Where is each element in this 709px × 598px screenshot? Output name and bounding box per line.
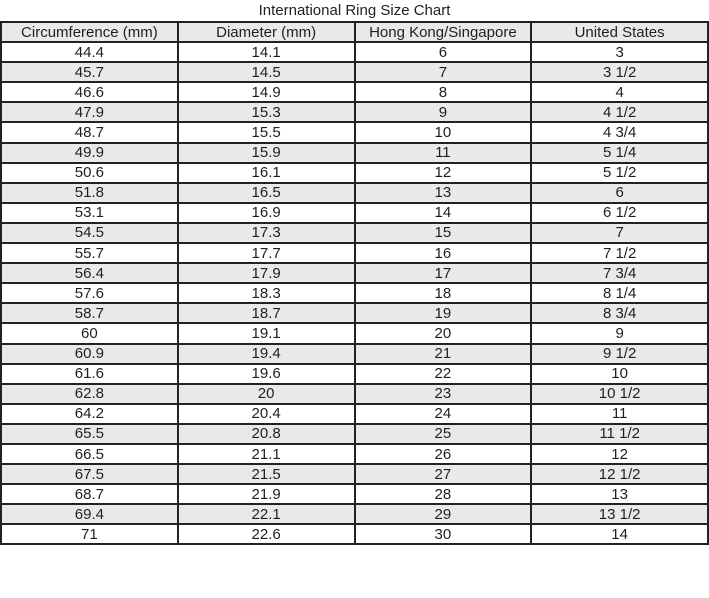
cell: 28 — [355, 484, 532, 504]
cell: 17.9 — [178, 263, 355, 283]
cell: 29 — [355, 504, 532, 524]
cell: 15.9 — [178, 143, 355, 163]
cell: 60.9 — [1, 344, 178, 364]
cell: 14 — [355, 203, 532, 223]
cell: 17 — [355, 263, 532, 283]
cell: 13 — [531, 484, 708, 504]
cell: 3 1/2 — [531, 62, 708, 82]
cell: 10 1/2 — [531, 384, 708, 404]
table-header — [1, 22, 708, 42]
cell: 64.2 — [1, 404, 178, 424]
cell: 26 — [355, 444, 532, 464]
cell: 20.8 — [178, 424, 355, 444]
table-row — [1, 203, 708, 223]
cell: 30 — [355, 524, 532, 544]
cell: 20.4 — [178, 404, 355, 424]
cell: 55.7 — [1, 243, 178, 263]
cell: 5 1/4 — [531, 143, 708, 163]
table-row — [1, 384, 708, 404]
table-row — [1, 263, 708, 283]
column-header: Circumference (mm) — [1, 22, 178, 42]
cell: 15.5 — [178, 122, 355, 142]
cell: 7 1/2 — [531, 243, 708, 263]
table-row — [1, 243, 708, 263]
cell: 7 — [355, 62, 532, 82]
cell: 14.1 — [178, 42, 355, 62]
table-row — [1, 444, 708, 464]
cell: 21.9 — [178, 484, 355, 504]
table-row — [1, 464, 708, 484]
cell: 6 1/2 — [531, 203, 708, 223]
cell: 48.7 — [1, 122, 178, 142]
cell: 49.9 — [1, 143, 178, 163]
cell: 8 1/4 — [531, 283, 708, 303]
cell: 8 3/4 — [531, 303, 708, 323]
cell: 56.4 — [1, 263, 178, 283]
cell: 54.5 — [1, 223, 178, 243]
table-row — [1, 504, 708, 524]
table-row — [1, 163, 708, 183]
table-row — [1, 62, 708, 82]
page-title: International Ring Size Chart — [258, 2, 451, 19]
table-row — [1, 303, 708, 323]
cell: 58.7 — [1, 303, 178, 323]
table-row — [1, 424, 708, 444]
cell: 14 — [531, 524, 708, 544]
cell: 9 1/2 — [531, 344, 708, 364]
header-row — [1, 22, 708, 42]
ring-size-table — [0, 21, 709, 545]
cell: 3 — [531, 42, 708, 62]
cell: 12 — [355, 163, 532, 183]
cell: 16.9 — [178, 203, 355, 223]
table-row — [1, 364, 708, 384]
cell: 13 — [355, 183, 532, 203]
cell: 11 — [531, 404, 708, 424]
cell: 21 — [355, 344, 532, 364]
cell: 65.5 — [1, 424, 178, 444]
cell: 17.7 — [178, 243, 355, 263]
cell: 16 — [355, 243, 532, 263]
cell: 12 1/2 — [531, 464, 708, 484]
cell: 57.6 — [1, 283, 178, 303]
cell: 8 — [355, 82, 532, 102]
cell: 13 1/2 — [531, 504, 708, 524]
cell: 4 3/4 — [531, 122, 708, 142]
cell: 4 1/2 — [531, 102, 708, 122]
table-body — [1, 42, 708, 544]
cell: 66.5 — [1, 444, 178, 464]
cell: 61.6 — [1, 364, 178, 384]
cell: 46.6 — [1, 82, 178, 102]
cell: 51.8 — [1, 183, 178, 203]
cell: 60 — [1, 323, 178, 343]
cell: 4 — [531, 82, 708, 102]
table-row — [1, 404, 708, 424]
cell: 12 — [531, 444, 708, 464]
cell: 14.9 — [178, 82, 355, 102]
cell: 47.9 — [1, 102, 178, 122]
cell: 21.5 — [178, 464, 355, 484]
cell: 25 — [355, 424, 532, 444]
cell: 16.5 — [178, 183, 355, 203]
table-row — [1, 122, 708, 142]
cell: 19.6 — [178, 364, 355, 384]
cell: 15 — [355, 223, 532, 243]
cell: 19.4 — [178, 344, 355, 364]
cell: 10 — [531, 364, 708, 384]
cell: 44.4 — [1, 42, 178, 62]
table-row — [1, 223, 708, 243]
cell: 16.1 — [178, 163, 355, 183]
table-row — [1, 323, 708, 343]
table-row — [1, 183, 708, 203]
cell: 17.3 — [178, 223, 355, 243]
cell: 22.1 — [178, 504, 355, 524]
cell: 22 — [355, 364, 532, 384]
cell: 27 — [355, 464, 532, 484]
cell: 21.1 — [178, 444, 355, 464]
column-header: United States — [531, 22, 708, 42]
table-row — [1, 82, 708, 102]
table-row — [1, 42, 708, 62]
cell: 20 — [355, 323, 532, 343]
table-row — [1, 524, 708, 544]
cell: 62.8 — [1, 384, 178, 404]
cell: 20 — [178, 384, 355, 404]
table-row — [1, 143, 708, 163]
cell: 50.6 — [1, 163, 178, 183]
cell: 68.7 — [1, 484, 178, 504]
cell: 5 1/2 — [531, 163, 708, 183]
cell: 67.5 — [1, 464, 178, 484]
cell: 7 — [531, 223, 708, 243]
cell: 6 — [531, 183, 708, 203]
cell: 7 3/4 — [531, 263, 708, 283]
cell: 24 — [355, 404, 532, 424]
cell: 71 — [1, 524, 178, 544]
column-header: Hong Kong/Singapore — [355, 22, 532, 42]
cell: 19.1 — [178, 323, 355, 343]
table-row — [1, 484, 708, 504]
cell: 10 — [355, 122, 532, 142]
cell: 6 — [355, 42, 532, 62]
table-row — [1, 102, 708, 122]
cell: 9 — [355, 102, 532, 122]
column-header: Diameter (mm) — [178, 22, 355, 42]
cell: 45.7 — [1, 62, 178, 82]
cell: 15.3 — [178, 102, 355, 122]
cell: 18.7 — [178, 303, 355, 323]
cell: 19 — [355, 303, 532, 323]
table-row — [1, 283, 708, 303]
cell: 14.5 — [178, 62, 355, 82]
cell: 23 — [355, 384, 532, 404]
cell: 9 — [531, 323, 708, 343]
cell: 11 1/2 — [531, 424, 708, 444]
cell: 18 — [355, 283, 532, 303]
cell: 53.1 — [1, 203, 178, 223]
cell: 22.6 — [178, 524, 355, 544]
table-row — [1, 344, 708, 364]
cell: 11 — [355, 143, 532, 163]
cell: 69.4 — [1, 504, 178, 524]
cell: 18.3 — [178, 283, 355, 303]
